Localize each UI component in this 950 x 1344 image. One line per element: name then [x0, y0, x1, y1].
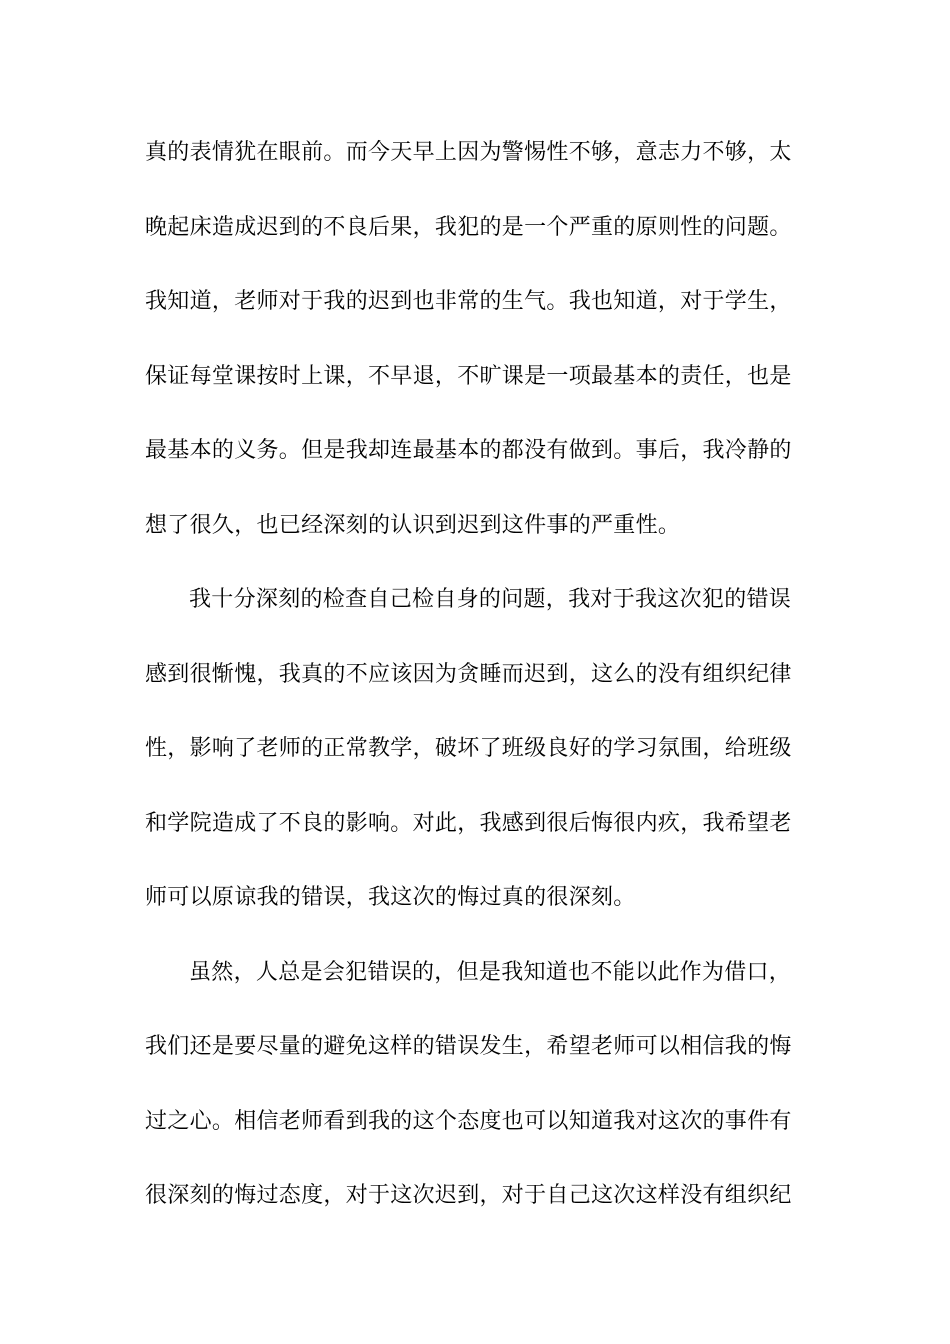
text-line: 师可以原谅我的错误，我这次的悔过真的很深刻。 [145, 885, 636, 910]
document-body [145, 132, 815, 1250]
paragraph-first-line: 我十分深刻的检查自己检自身的问题，我对于我这次犯的错误 [189, 587, 792, 612]
text-line: 真的表情犹在眼前。而今天早上因为警惕性不够，意志力不够，太 [145, 140, 792, 165]
paragraph-first-line: 虽然，人总是会犯错误的，但是我知道也不能以此作为借口， [189, 959, 792, 985]
text-line: 想了很久，也已经深刻的认识到迟到这件事的严重性。 [145, 512, 681, 538]
text-line: 感到很惭愧，我真的不应该因为贪睡而迟到，这么的没有组织纪律 [145, 661, 792, 687]
text-line: 保证每堂课按时上课，不早退，不旷课是一项最基本的责任，也是 [145, 363, 792, 389]
text-line: 性，影响了老师的正常教学，破坏了班级良好的学习氛围，给班级 [145, 736, 792, 761]
text-line: 很深刻的悔过态度，对于这次迟到，对于自己这次这样没有组织纪 [145, 1183, 792, 1208]
text-line: 过之心。相信老师看到我的这个态度也可以知道我对这次的事件有 [145, 1108, 792, 1134]
text-line: 我们还是要尽量的避免这样的错误发生，希望老师可以相信我的悔 [145, 1034, 792, 1059]
text-line: 和学院造成了不良的影响。对此，我感到很后悔很内疚，我希望老 [145, 810, 792, 836]
text-line: 晚起床造成迟到的不良后果，我犯的是一个严重的原则性的问题。 [145, 214, 792, 240]
text-line: 我知道，老师对于我的迟到也非常的生气。我也知道，对于学生， [145, 289, 792, 314]
text-line: 最基本的义务。但是我却连最基本的都没有做到。事后，我冷静的 [145, 438, 792, 463]
